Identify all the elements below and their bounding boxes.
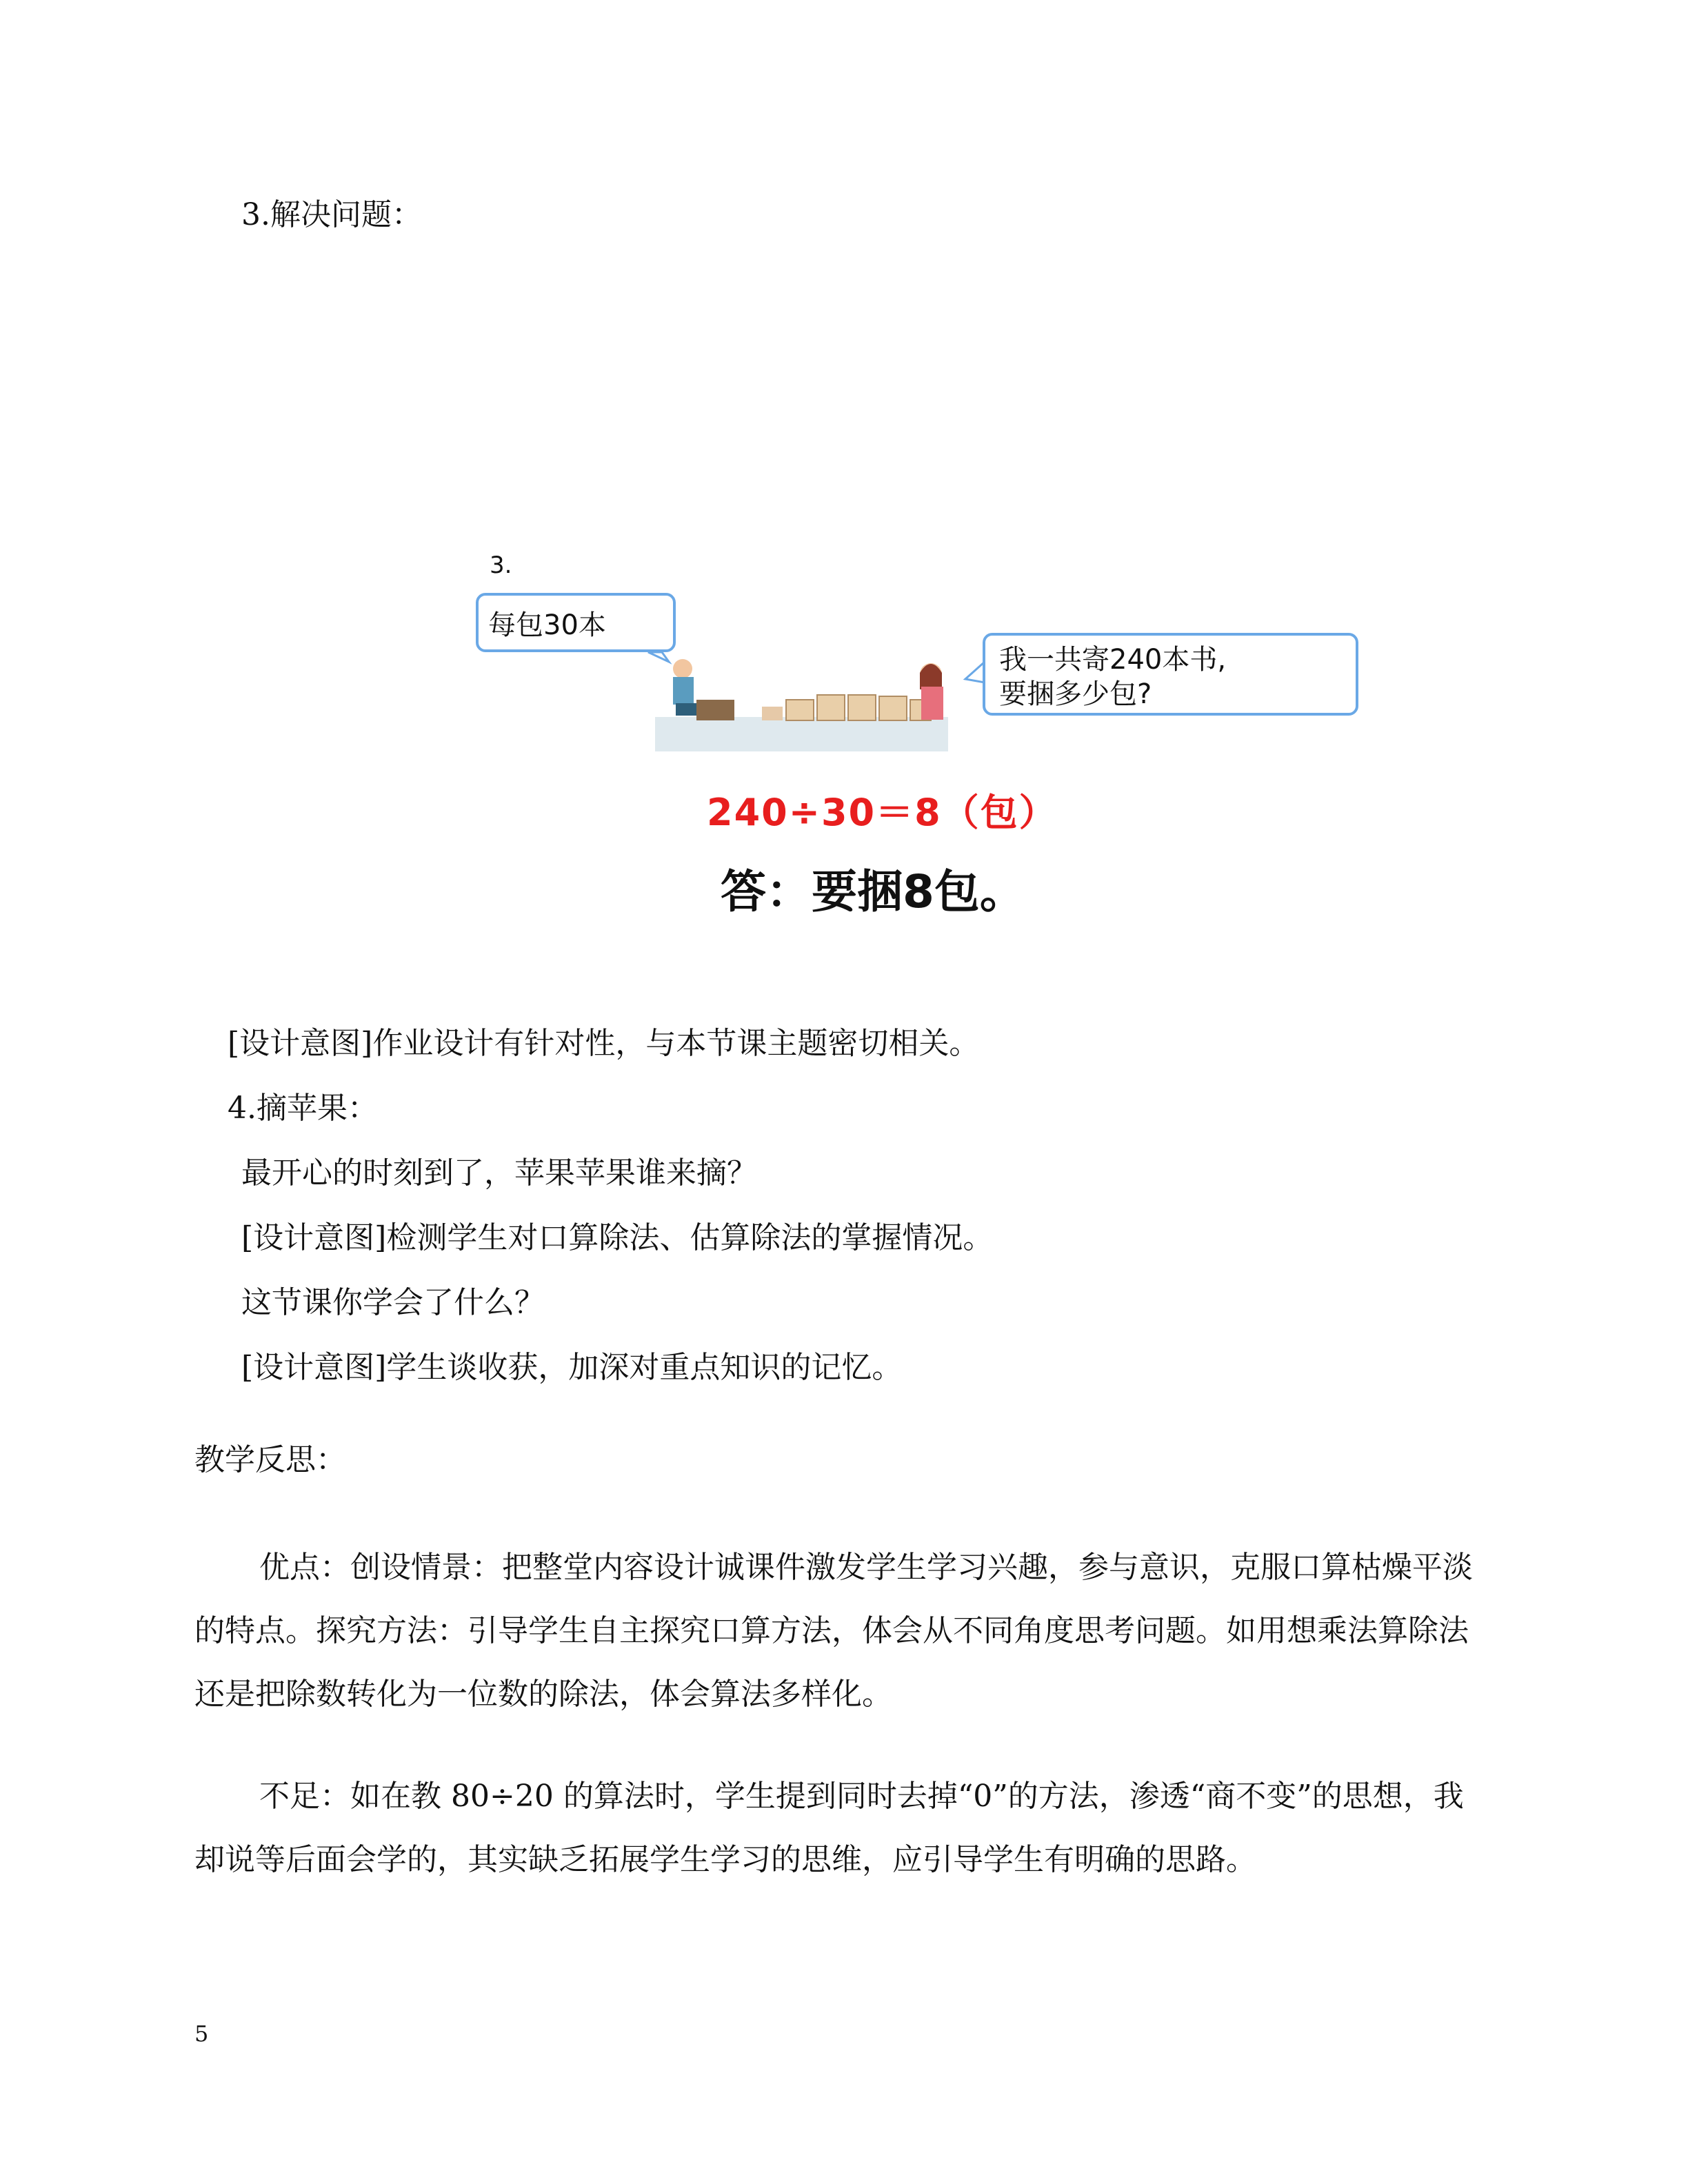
reflection-advantages: 优点：创设情景：把整堂内容设计诚课件激发学生学习兴趣，参与意识，克服口算枯燥平淡的特点。探究方法：引导学生自主探究口算方法，体会从不同角度思考问题。如用想乘法算除法还是把除数转化为一位数的除法，体会算法多样化。 xyxy=(194,1550,1473,1712)
section-heading-3: 3.解决问题： xyxy=(241,197,422,232)
design-note-3: [设计意图]学生谈收获，加深对重点知识的记忆。 xyxy=(241,1350,903,1385)
section-heading-4: 4.摘苹果： xyxy=(228,1091,378,1126)
design-note-2: [设计意图]检测学生对口算除法、估算除法的掌握情况。 xyxy=(241,1220,994,1255)
woman-figure xyxy=(920,663,943,720)
reflection-shortcomings: 不足：如在教 80÷20 的算法时，学生提到同时去掉“0”的方法，渗透“商不变”的思想，我却说等后面会学的，其实缺乏拓展学生学习的思维，应引导学生有明确的思路。 xyxy=(194,1779,1464,1877)
speech-tail-right xyxy=(965,662,985,682)
speech-bubble-left-text: 每包30本 xyxy=(488,609,606,641)
speech-bubble-right xyxy=(983,633,1358,716)
reflection-title: 教学反思： xyxy=(194,1442,346,1477)
design-note-1: [设计意图]作业设计有针对性，与本节课主题密切相关。 xyxy=(228,1026,980,1061)
answer-text: 答：要捆8包。 xyxy=(721,865,1025,918)
page-number: 5 xyxy=(194,2021,209,2047)
book-stacks xyxy=(696,695,931,720)
figure-number: 3. xyxy=(490,552,512,579)
speech-tail-left xyxy=(648,652,669,662)
division-equation: 240÷30＝8（包） xyxy=(707,791,1058,834)
speech-bubble-right-line1: 我一共寄240本书, xyxy=(999,644,1227,676)
problem-illustration xyxy=(455,552,1379,924)
floor xyxy=(655,717,948,751)
apple-prompt: 最开心的时刻到了，苹果苹果谁来摘？ xyxy=(241,1155,757,1191)
speech-bubble-right-line2: 要捆多少包? xyxy=(999,678,1152,710)
learned-question: 这节课你学会了什么？ xyxy=(241,1285,545,1320)
